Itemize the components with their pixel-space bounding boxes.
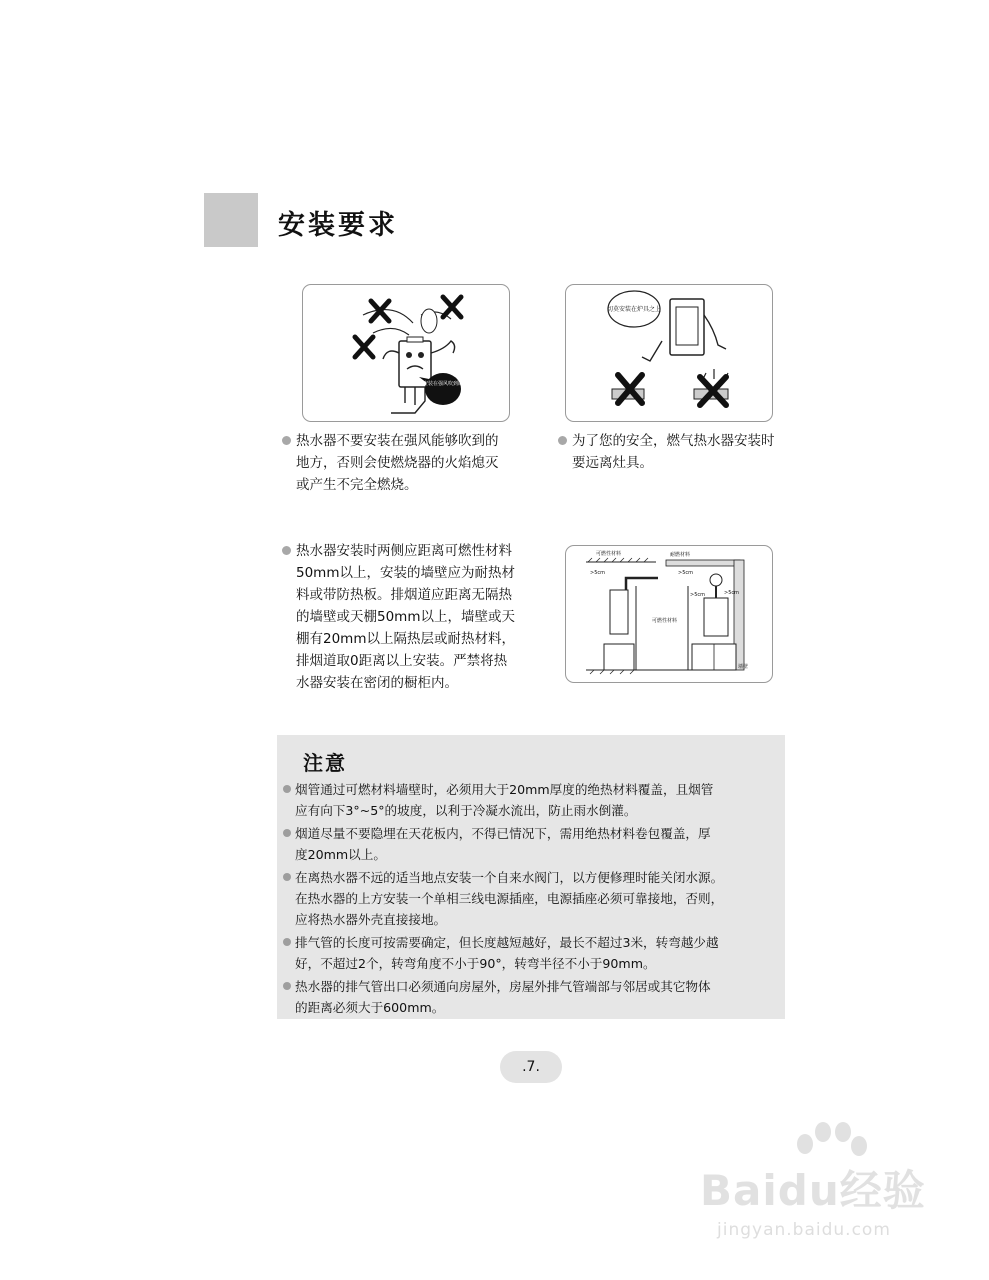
figure-wind [302,284,510,422]
note-item [295,779,779,821]
text-line: 为了您的安全，燃气热水器安装时 [572,433,775,449]
notes-list [295,779,779,1020]
figure-stove [565,284,773,422]
dim-right: >5cm [724,590,739,596]
label-combustible-mid: 可燃性材料 [652,618,678,624]
bullet-dot [558,436,567,445]
bullet-dot [283,785,291,793]
bullet-dot [282,436,291,445]
text-line: 要远离灶具。 [572,455,653,471]
text-line: 好，不超过2个，转弯角度不小于90°，转弯半径不小于90mm。 [295,956,656,971]
baidu-watermark [695,1120,935,1280]
watermark-brand: Baidu经验 [700,1166,926,1215]
wind-bubble-label: 禁止安装在强风吹到的地方 [412,381,474,387]
paragraph-clearance [296,540,546,694]
text-line: 50mm以上，安装的墙壁应为耐热材 [296,565,515,581]
text-line: 排烟道取0距离以上安装。严禁将热 [296,653,508,669]
text-line: 排气管的长度可按需要确定，但长度越短越好，最长不超过3米，转弯越少越 [295,935,719,950]
text-line: 应有向下3°~5°的坡度，以利于冷凝水流出，防止雨水倒灌。 [295,803,637,818]
label-combustible-left: 可燃性材料 [596,551,622,557]
text-line: 烟道尽量不要隐埋在天花板内，不得已情况下，需用绝热材料卷包覆盖，厚 [295,826,711,841]
bullet-dot [283,873,291,881]
bullet-dot [283,829,291,837]
text-line: 或产生不完全燃烧。 [296,477,418,493]
bullet-dot [282,546,291,555]
text-line: 地方，否则会使燃烧器的火焰熄灭 [296,455,499,471]
text-line: 热水器安装时两侧应距离可燃性材料 [296,543,512,559]
bullet-dot [283,938,291,946]
note-item [295,823,779,865]
text-line: 水器安装在密闭的橱柜内。 [296,675,458,691]
page-number: .7. [500,1051,562,1083]
text-line: 热水器的排气管出口必须通向房屋外，房屋外排气管端部与邻居或其它物体 [295,979,711,994]
text-line: 在离热水器不远的适当地点安装一个自来水阀门，以方便修理时能关闭水源。 [295,870,724,885]
paragraph-wind [296,430,526,496]
notes-box [277,735,785,1019]
bullet-dot [283,982,291,990]
figure-clearance [565,545,773,683]
text-line: 棚有20mm以上隔热层或耐热材料， [296,631,515,647]
clearance-illustration [566,546,772,682]
text-line: 应将热水器外壳直接接地。 [295,912,447,927]
dim-top: >5cm [678,570,693,576]
text-line: 热水器不要安装在强风能够吹到的 [296,433,499,449]
watermark-url: jingyan.baidu.com [717,1220,891,1240]
stove-bubble-label: 切莫安装在炉具之上 [606,306,662,313]
label-heat-resistant: 耐燃材料 [670,552,691,558]
notes-title: 注意 [303,751,347,775]
dim-side: >5cm [690,592,705,598]
paragraph-stove [572,430,802,474]
dim-left: >5cm [590,570,605,576]
text-line: 的墙壁或天棚50mm以上，墙壁或天 [296,609,515,625]
text-line: 料或带防热板。排烟道应距离无隔热 [296,587,512,603]
note-item [295,867,779,930]
note-item [295,976,779,1018]
section-marker [204,193,258,247]
stove-illustration [566,285,772,421]
label-wall: 墙壁 [738,664,749,670]
text-line: 在热水器的上方安装一个单相三线电源插座，电源插座必须可靠接地，否则， [295,891,724,906]
text-line: 的距离必须大于600mm。 [295,1000,445,1015]
text-line: 烟管通过可燃材料墙壁时，必须用大于20mm厚度的绝热材料覆盖，且烟管 [295,782,714,797]
text-line: 度20mm以上。 [295,847,386,862]
wind-illustration [303,285,509,421]
section-title: 安装要求 [278,210,398,241]
note-item [295,932,779,974]
